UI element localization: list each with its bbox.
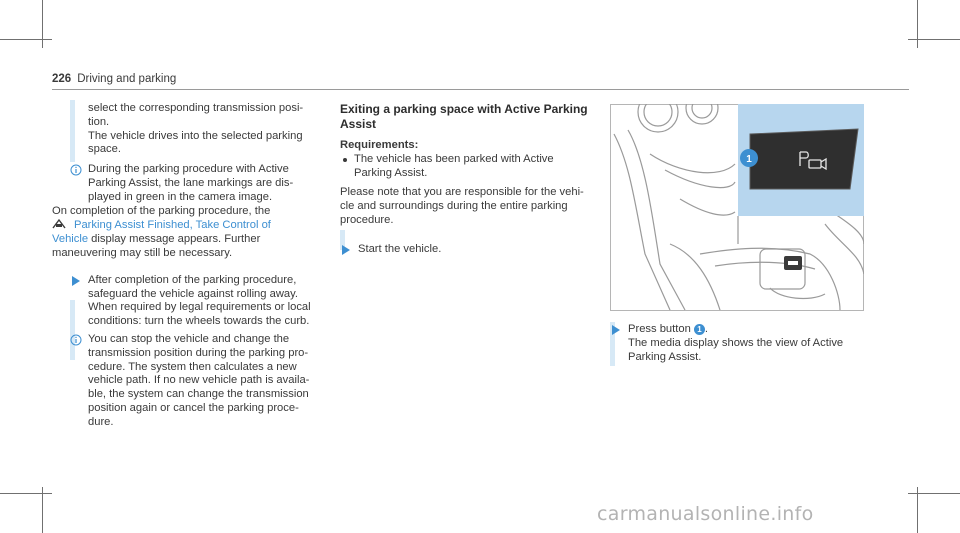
text-line: You can stop the vehicle and change the — [88, 332, 290, 345]
text-line: space. — [88, 143, 121, 156]
text-line: During the parking procedure with Active — [88, 163, 289, 176]
display-message-cont: Vehicle — [52, 233, 89, 246]
step-arrow-icon — [612, 325, 620, 335]
crop-mark — [908, 493, 960, 494]
completion-paragraph — [52, 205, 340, 261]
page-header — [52, 73, 176, 87]
parking-assist-icon — [52, 218, 66, 229]
crop-mark — [0, 39, 52, 40]
step-arrow-icon — [72, 276, 80, 286]
center-console-figure — [610, 104, 864, 311]
text-line: vehicle path. If no new vehicle path is availa- — [88, 374, 310, 387]
step-block — [340, 243, 595, 257]
text-line: After completion of the parking procedure, — [88, 273, 297, 286]
header-divider — [52, 89, 909, 90]
text-line: Parking Assist, the lane markings are dis- — [88, 176, 294, 189]
text-line: select the corresponding transmission posi- — [88, 102, 304, 114]
text-line: The vehicle drives into the selected parking — [88, 129, 303, 142]
left-column — [52, 102, 340, 430]
text-fragment: . — [704, 323, 709, 335]
text-line: The vehicle has been parked with Active — [354, 152, 554, 165]
text-line: Parking Assist. — [628, 350, 702, 363]
right-column — [610, 323, 900, 364]
text-line: position again or cancel the parking proce- — [88, 401, 299, 414]
text-line — [52, 233, 340, 247]
text-line: The media display shows the view of Active — [628, 336, 844, 349]
text-line: When required by legal requirements or local — [88, 301, 311, 314]
requirement-item — [340, 153, 595, 181]
info-icon — [70, 164, 82, 176]
text-line: On completion of the parking procedure, the — [52, 204, 271, 217]
display-message-line — [52, 218, 340, 233]
text-fragment: Press button — [628, 323, 691, 335]
text-line: Start the vehicle. — [358, 242, 442, 255]
crop-mark — [42, 0, 43, 48]
text-line: safeguard the vehicle against rolling away. — [88, 287, 298, 300]
text-line — [628, 323, 900, 337]
step-arrow-icon — [342, 245, 350, 255]
text-line: cedure. The system then calculates a new — [88, 360, 297, 373]
text-line: cle and surroundings during the entire parking — [340, 200, 568, 213]
callout-badge: 1 — [694, 324, 705, 335]
text-line: Parking Assist. — [354, 166, 428, 179]
section-heading: Assist — [340, 116, 377, 131]
text-fragment: display message appears. Further — [88, 233, 261, 246]
text-line: maneuvering may still be necessary. — [52, 246, 233, 259]
text-line: played in green in the camera image. — [88, 190, 273, 203]
text-line: conditions: turn the wheels towards the curb. — [88, 315, 310, 328]
step-block — [610, 323, 900, 364]
bullet-icon — [343, 158, 347, 162]
text-line: ble, the system can change the transmission — [88, 388, 309, 401]
step-block — [70, 274, 340, 329]
text-line: tion. — [88, 115, 110, 128]
figure-callout-number: 1 — [746, 154, 752, 165]
text-line: Please note that you are responsible for the vehi- — [340, 186, 584, 199]
section-heading: Exiting a parking space with Active Parking — [340, 102, 588, 116]
text-line: procedure. — [340, 213, 394, 226]
intro-text — [70, 102, 340, 157]
requirements-label: Requirements: — [340, 139, 419, 151]
crop-mark — [0, 493, 52, 494]
note-block — [70, 163, 340, 204]
watermark: carmanualsonline.info — [597, 503, 814, 525]
info-icon — [70, 334, 82, 346]
display-message: Parking Assist Finished, Take Control of — [74, 219, 271, 232]
middle-column — [340, 102, 595, 257]
section-title: Driving and parking — [77, 73, 177, 85]
crop-mark — [917, 0, 918, 48]
crop-mark — [908, 39, 960, 40]
page-number: 226 — [52, 73, 72, 85]
responsibility-note — [340, 186, 595, 227]
text-line: transmission position during the parking pro- — [88, 346, 309, 359]
note-block — [70, 333, 340, 430]
text-line: dure. — [88, 415, 114, 428]
